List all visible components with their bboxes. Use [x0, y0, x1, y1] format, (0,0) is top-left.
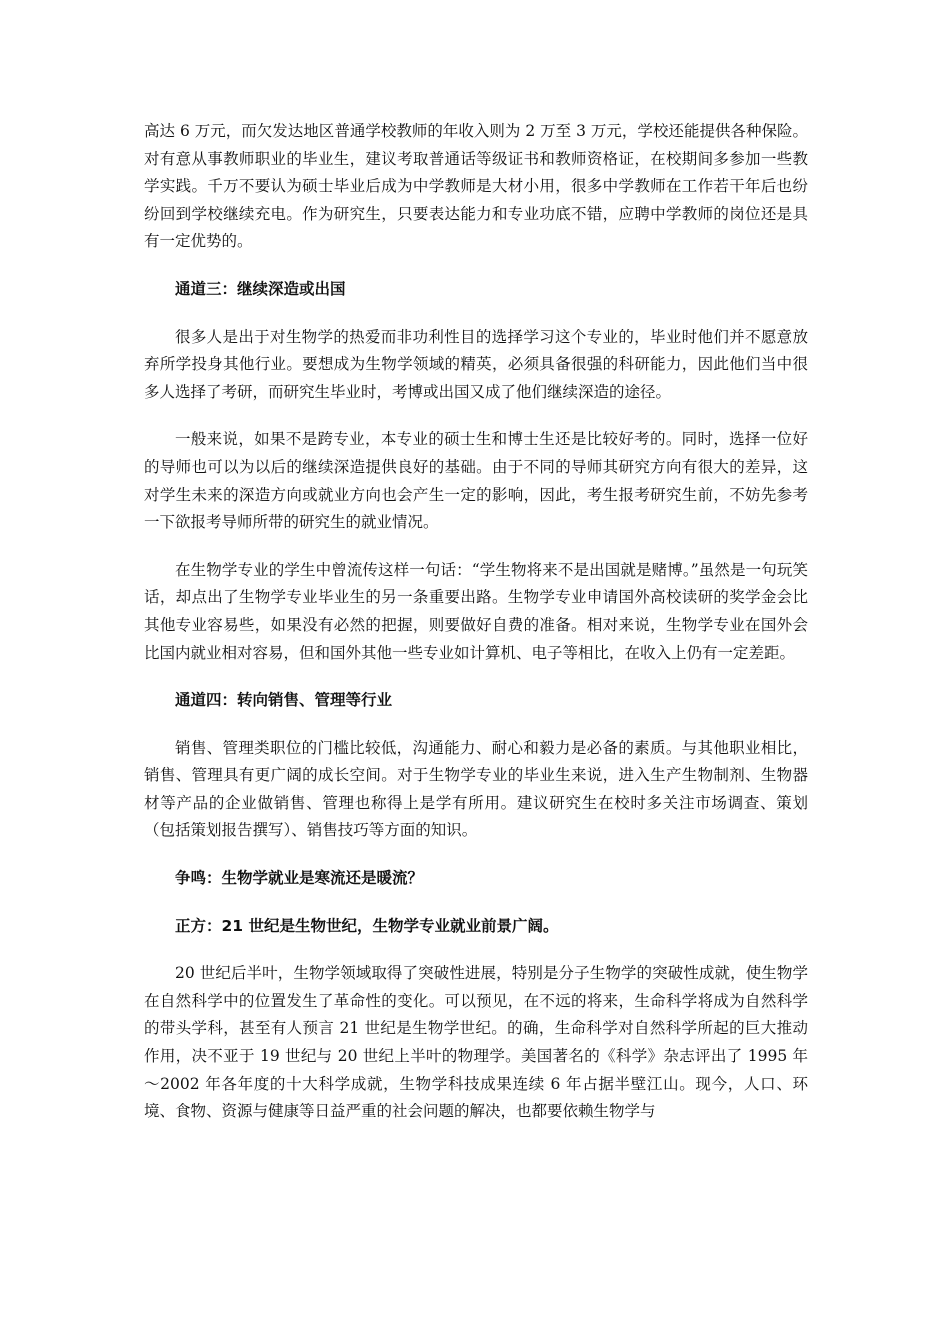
- heading-channel-four: 通道四：转向销售、管理等行业: [175, 691, 393, 710]
- paragraph-sales-management: 销售、管理类职位的门槛比较低，沟通能力、耐心和毅力是必备的素质。与其他职业相比，销售、管理具有更广阔的成长空间。对于生物学专业的毕业生来说，进入生产生物制剂、生物器材等产品的企业做销售、管理也称得上是学有所用。建议研究生在校时多关注市场调查、策划（包括策划报告撰写）、销售技巧等方面的知识。: [144, 738, 808, 840]
- paragraph-study-abroad: 在生物学专业的学生中曾流传这样一句话：“学生物将来不是出国就是赌博。”虽然是一句玩笑话，却点出了生物学专业毕业生的另一条重要出路。生物学专业申请国外高校读研的奖学金会比其他专业容易些，如果没有必然的把握，则要做好自费的准备。相对来说，生物学专业在国外会比国内就业相对容易，但和国外其他一些专业如计算机、电子等相比，在收入上仍有一定差距。: [144, 560, 808, 662]
- paragraph-biology-century: 20 世纪后半叶，生物学领域取得了突破性进展，特别是分子生物学的突破性成就，使生物学在自然科学中的位置发生了革命性的变化。可以预见，在不远的将来，生命科学将成为自然科学的带头学科，甚至有人预言 21 世纪是生物学世纪。的确，生命科学对自然科学所起的巨大推动作用，决不亚于 19 世纪与 20 世纪上半叶的物理学。美国著名的《科学》杂志评出了 1995 年～2002 年各年度的十大科学成就，生物学科技成果连续 6 年占据半壁江山。现今，人口、环境、食物、资源与健康等日益严重的社会问题的解决，也都要依赖生物学与: [144, 964, 808, 1121]
- heading-pro-side: 正方：21 世纪是生物世纪，生物学专业就业前景广阔。: [175, 916, 559, 935]
- paragraph-teacher-income: 高达 6 万元，而欠发达地区普通学校教师的年收入则为 2 万至 3 万元，学校还能提供各种保险。对有意从事教师职业的毕业生，建议考取普通话等级证书和教师资格证，在校期间多参加一些教学实践。千万不要认为硕士毕业后成为中学教师是大材小用，很多中学教师在工作若干年后也纷纷回到学校继续充电。作为研究生，只要表达能力和专业功底不错，应聘中学教师的岗位还是具有一定优势的。: [144, 122, 808, 251]
- paragraph-graduate-exam: 一般来说，如果不是跨专业，本专业的硕士生和博士生还是比较好考的。同时，选择一位好的导师也可以为以后的继续深造提供良好的基础。由于不同的导师其研究方向有很大的差异，这对学生未来的深造方向或就业方向也会产生一定的影响，因此，考生报考研究生前，不妨先参考一下欲报考导师所带的研究生的就业情况。: [144, 430, 808, 532]
- heading-debate: 争鸣：生物学就业是寒流还是暖流？: [175, 869, 424, 888]
- heading-channel-three: 通道三：继续深造或出国: [175, 279, 346, 298]
- document-page: [144, 118, 808, 1146]
- paragraph-further-study: 很多人是出于对生物学的热爱而非功利性目的选择学习这个专业的，毕业时他们并不愿意放弃所学投身其他行业。要想成为生物学领域的精英，必须具备很强的科研能力，因此他们当中很多人选择了考研，而研究生毕业时，考博或出国又成了他们继续深造的途径。: [144, 327, 808, 401]
